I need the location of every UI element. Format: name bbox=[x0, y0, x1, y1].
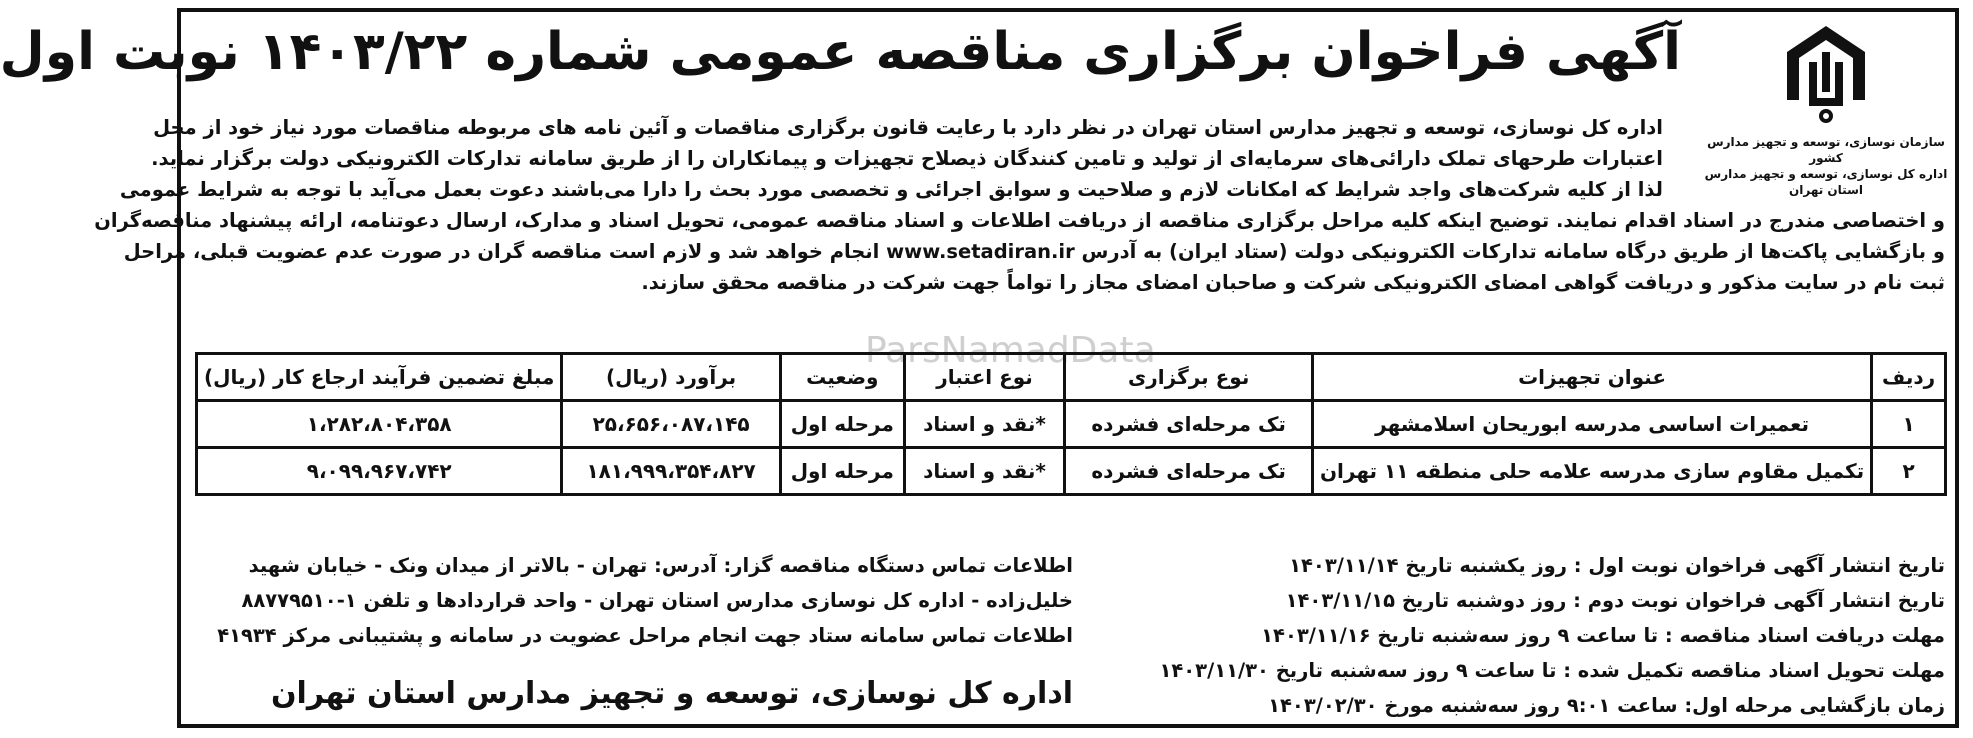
cell-guarantee: ۹،۰۹۹،۹۶۷،۷۴۲ bbox=[197, 448, 562, 495]
header-tender-type: نوع برگزاری bbox=[1065, 354, 1313, 401]
cell-title: تعمیرات اساسی مدرسه ابوریحان اسلامشهر bbox=[1312, 401, 1871, 448]
emblem-icon bbox=[1783, 22, 1869, 126]
header-estimate: برآورد (ریال) bbox=[562, 354, 780, 401]
contact-info bbox=[193, 548, 1073, 653]
cell-row-number: ۱ bbox=[1872, 401, 1946, 448]
cell-credit-type: *نقد و اسناد bbox=[904, 401, 1065, 448]
logo-line-2: اداره کل نوسازی، توسعه و تجهیز مدارس استان تهران bbox=[1704, 167, 1948, 197]
cell-status: مرحله اول bbox=[780, 448, 904, 495]
body-line-2: اعتبارات طرحهای تملک دارائی‌های سرمایه‌ای از تولید و تامین کنندگان ذیصلاح تجهیزات و پیمانکاران را از طریق سامانه تدارکات الکترونیکی دولت برگزار نماید. bbox=[151, 147, 1663, 170]
cell-tender-type: تک مرحله‌ای فشرده bbox=[1065, 401, 1313, 448]
tender-table bbox=[195, 352, 1947, 496]
page-title: آگهی فراخوان برگزاری مناقصه عمومی شماره ۱۴۰۳/۲۲ نوبت اول bbox=[0, 22, 1681, 82]
header-status: وضعیت bbox=[780, 354, 904, 401]
signature: اداره کل نوسازی، توسعه و تجهیز مدارس استان تهران bbox=[270, 676, 1073, 711]
cell-estimate: ۲۵،۶۵۶،۰۸۷،۱۴۵ bbox=[562, 401, 780, 448]
contact-address-start: تهران - بالاتر از میدان ونک - خیابان شهید bbox=[248, 554, 655, 577]
body-line-6: ثبت نام در سایت مذکور و دریافت گواهی امضای الکترونیکی شرکت و صاحبان امضای مجاز را تواماً جهت شرکت در مناقصه محقق سازند. bbox=[641, 271, 1945, 294]
opening-time: زمان بازگشایی مرحله اول: ساعت ۹:۰۱ روز سه‌شنبه مورخ ۱۴۰۳/۰۲/۳۰ bbox=[1268, 694, 1945, 717]
contact-line-2: خلیل‌زاده - اداره کل نوسازی مدارس استان تهران - واحد قراردادها و تلفن ۱-۸۸۷۷۹۵۱۰ bbox=[241, 589, 1073, 612]
cell-tender-type: تک مرحله‌ای فشرده bbox=[1065, 448, 1313, 495]
header-title: عنوان تجهیزات bbox=[1312, 354, 1871, 401]
cell-credit-type: *نقد و اسناد bbox=[904, 448, 1065, 495]
cell-status: مرحله اول bbox=[780, 401, 904, 448]
schedule-dates bbox=[1085, 548, 1945, 723]
contact-heading: اطلاعات تماس دستگاه مناقصه گزار: آدرس: bbox=[654, 554, 1073, 577]
logo-line-1: سازمان نوسازی، توسعه و تجهیز مدارس کشور bbox=[1707, 135, 1945, 165]
body-line-5: و بازگشایی پاکت‌ها از طریق درگاه سامانه تدارکات الکترونیکی دولت (ستاد ایران) به آدرس www.setadiran.ir انجام خواهد شد و لازم است مناقصه گران در صورت عدم عضویت قبلی، مراحل bbox=[123, 240, 1945, 263]
cell-estimate: ۱۸۱،۹۹۹،۳۵۴،۸۲۷ bbox=[562, 448, 780, 495]
header-credit-type: نوع اعتبار bbox=[904, 354, 1065, 401]
watermark: ParsNamadData bbox=[865, 330, 1156, 371]
header-guarantee: مبلغ تضمین فرآیند ارجاع کار (ریال) bbox=[197, 354, 562, 401]
cell-title: تکمیل مقاوم سازی مدرسه علامه حلی منطقه ۱۱ تهران bbox=[1312, 448, 1871, 495]
body-line-4: و اختصاصی مندرج در اسناد اقدام نمایند. توضیح اینکه کلیه مراحل برگزاری مناقصه از دریافت اطلاعات و اسناد مناقصه عمومی، تحویل اسناد و مدارک، ارسال دعوتنامه، ارائه پیشنهاد مناقصه‌گران bbox=[94, 209, 1945, 232]
contact-line-1 bbox=[193, 548, 1073, 583]
date-second-publication: تاریخ انتشار آگهی فراخوان نوبت دوم : روز دوشنبه تاریخ ۱۴۰۳/۱۱/۱۵ bbox=[1285, 589, 1945, 612]
deadline-receive-documents: مهلت دریافت اسناد مناقصه : تا ساعت ۹ روز سه‌شنبه تاریخ ۱۴۰۳/۱۱/۱۶ bbox=[1261, 624, 1945, 647]
cell-row-number: ۲ bbox=[1872, 448, 1946, 495]
cell-guarantee: ۱،۲۸۲،۸۰۴،۳۵۸ bbox=[197, 401, 562, 448]
header-row-number: ردیف bbox=[1872, 354, 1946, 401]
body-line-1 bbox=[153, 112, 1663, 143]
date-first-publication: تاریخ انتشار آگهی فراخوان نوبت اول : روز یکشنبه تاریخ ۱۴۰۳/۱۱/۱۴ bbox=[1289, 554, 1945, 577]
organization-name: اداره کل نوسازی، توسعه و تجهیز مدارس استان تهران bbox=[1141, 116, 1663, 139]
table-header-row bbox=[197, 354, 1946, 401]
body-line-3: لذا از کلیه شرکت‌های واجد شرایط که امکانات لازم و صلاحیت و سوابق اجرائی و تخصصی مورد بحث را دارا می‌باشند دعوت بعمل می‌آید با توجه به شرایط عمومی bbox=[119, 178, 1663, 201]
contact-line-3: اطلاعات تماس سامانه ستاد جهت انجام مراحل عضویت در سامانه و پشتیبانی مرکز ۴۱۹۳۴ bbox=[217, 624, 1073, 647]
deadline-submit-documents: مهلت تحویل اسناد مناقصه تکمیل شده : تا ساعت ۹ روز سه‌شنبه تاریخ ۱۴۰۳/۱۱/۳۰ bbox=[1159, 659, 1945, 682]
notice-body bbox=[94, 112, 1945, 298]
body-line-1-rest: در نظر دارد با رعایت قانون برگزاری مناقصات و آئین نامه های مربوطه مناقصات مورد نیاز خود از محل bbox=[153, 116, 1142, 139]
table-row bbox=[197, 401, 1946, 448]
table-row bbox=[197, 448, 1946, 495]
